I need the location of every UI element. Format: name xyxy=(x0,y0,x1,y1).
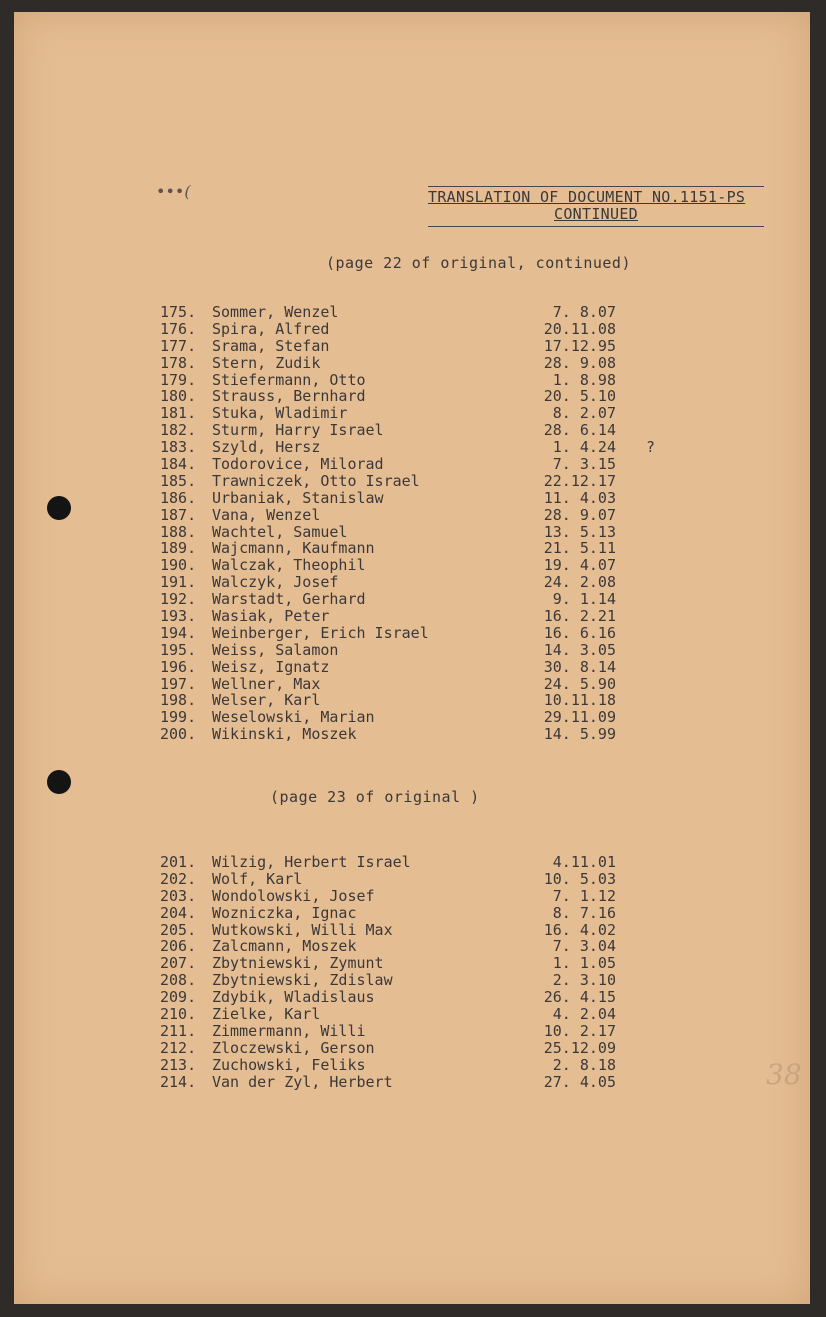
entry-date: 8. 7.16 xyxy=(552,903,616,922)
entry-name: Trawniczek, Otto Israel xyxy=(212,471,420,490)
entry-name: Weinberger, Erich Israel xyxy=(212,623,429,642)
entry-name: Wikinski, Moszek xyxy=(212,725,357,744)
entry-date: 24. 5.90 xyxy=(543,674,616,693)
entry-date: 16. 2.21 xyxy=(543,607,616,626)
entry-name: Zuchowski, Feliks xyxy=(212,1055,366,1074)
handwritten-page-number: 38 xyxy=(766,1058,802,1091)
entry-date: 7. 3.04 xyxy=(552,937,616,956)
entry-number: 177. xyxy=(160,336,197,355)
entry-number: 186. xyxy=(160,488,197,507)
entry-number: 208. xyxy=(160,971,197,990)
entry-name: Zimmermann, Willi xyxy=(212,1021,366,1040)
entry-number: 214. xyxy=(160,1072,197,1091)
entry-name: Wolf, Karl xyxy=(212,869,303,888)
entry-number: 213. xyxy=(160,1055,197,1074)
entry-number: 187. xyxy=(160,505,197,524)
entry-date: 20. 5.10 xyxy=(543,387,616,406)
entry-number: 199. xyxy=(160,708,197,727)
entry-name: Srama, Stefan xyxy=(212,336,330,355)
entry-number: 185. xyxy=(160,471,197,490)
entry-number: 175. xyxy=(160,303,197,321)
entry-number: 191. xyxy=(160,573,197,592)
entry-number: 200. xyxy=(160,725,197,744)
entry-name: Welser, Karl xyxy=(212,691,321,710)
entry-name: Wozniczka, Ignac xyxy=(212,903,357,922)
entry-date: 8. 2.07 xyxy=(552,404,616,423)
entry-name: Wellner, Max xyxy=(212,674,321,693)
entry-number: 207. xyxy=(160,954,197,973)
entry-date: 7. 1.12 xyxy=(552,886,616,905)
entry-number: 193. xyxy=(160,607,197,626)
entry-name: Wasiak, Peter xyxy=(212,607,330,626)
entry-date: 20.11.08 xyxy=(543,319,616,338)
punch-hole-bottom xyxy=(47,770,71,794)
entry-date: 16. 6.16 xyxy=(543,623,616,642)
entry-number: 203. xyxy=(160,886,197,905)
entry-number: 202. xyxy=(160,869,197,888)
entry-number: 209. xyxy=(160,988,197,1007)
entry-number: 179. xyxy=(160,370,197,389)
entry-number: 194. xyxy=(160,623,197,642)
document-title-line1: TRANSLATION OF DOCUMENT NO.1151-PS xyxy=(428,188,746,206)
entry-number: 204. xyxy=(160,903,197,922)
entry-name: Weiss, Salamon xyxy=(212,640,339,659)
entry-name: Spira, Alfred xyxy=(212,319,330,338)
entry-date: 7. 8.07 xyxy=(552,303,616,321)
entry-date: 28. 6.14 xyxy=(543,421,616,440)
entry-date: 13. 5.13 xyxy=(543,522,616,541)
entry-date: 29.11.09 xyxy=(543,708,616,727)
entry-date: 21. 5.11 xyxy=(543,539,616,558)
entry-name: Wachtel, Samuel xyxy=(212,522,348,541)
document-page xyxy=(14,12,810,1304)
entry-name: Sturm, Harry Israel xyxy=(212,421,384,440)
entry-date: 10. 5.03 xyxy=(543,869,616,888)
entry-number: 181. xyxy=(160,404,197,423)
entry-date: 16. 4.02 xyxy=(543,920,616,939)
entry-name: Zbytniewski, Zdislaw xyxy=(212,971,393,990)
entry-name: Todorovice, Milorad xyxy=(212,455,384,474)
entry-date: 7. 3.15 xyxy=(552,455,616,474)
entry-number: 212. xyxy=(160,1038,197,1057)
entry-name: Zbytniewski, Zymunt xyxy=(212,954,384,973)
entry-date: 11. 4.03 xyxy=(543,488,616,507)
entry-number: 184. xyxy=(160,455,197,474)
entry-name: Zdybik, Wladislaus xyxy=(212,988,375,1007)
document-title-line2: CONTINUED xyxy=(554,205,638,223)
entry-number: 211. xyxy=(160,1021,197,1040)
entry-name: Wutkowski, Willi Max xyxy=(212,920,393,939)
entry-number: 196. xyxy=(160,657,197,676)
entry-name: Urbaniak, Stanislaw xyxy=(212,488,384,507)
entry-date: 1. 8.98 xyxy=(552,370,616,389)
entry-name: Zielke, Karl xyxy=(212,1005,321,1024)
entry-name: Weisz, Ignatz xyxy=(212,657,330,676)
entry-name: Stiefermann, Otto xyxy=(212,370,366,389)
entry-date: 28. 9.07 xyxy=(543,505,616,524)
entry-number: 201. xyxy=(160,853,197,871)
entry-number: 190. xyxy=(160,556,197,575)
entry-name: Sommer, Wenzel xyxy=(212,303,339,321)
entry-number: 205. xyxy=(160,920,197,939)
entry-date: 1. 4.24 xyxy=(552,438,616,457)
entry-number: 206. xyxy=(160,937,197,956)
entry-date: 9. 1.14 xyxy=(552,590,616,609)
entry-number: 189. xyxy=(160,539,197,558)
entry-number: 195. xyxy=(160,640,197,659)
entry-date: 27. 4.05 xyxy=(543,1072,616,1091)
entry-date: 25.12.09 xyxy=(543,1038,616,1057)
entry-name: Strauss, Bernhard xyxy=(212,387,366,406)
entry-date: 26. 4.15 xyxy=(543,988,616,1007)
entry-number: 183. xyxy=(160,438,197,457)
document-title xyxy=(428,186,764,227)
entry-date: 2. 3.10 xyxy=(552,971,616,990)
entry-date: 2. 8.18 xyxy=(552,1055,616,1074)
entry-date: 10. 2.17 xyxy=(543,1021,616,1040)
punch-hole-top xyxy=(47,496,71,520)
entry-date: 19. 4.07 xyxy=(543,556,616,575)
entry-number: 182. xyxy=(160,421,197,440)
entry-date: 22.12.17 xyxy=(543,471,616,490)
entry-number: 197. xyxy=(160,674,197,693)
entry-name: Wondolowski, Josef xyxy=(212,886,375,905)
entry-number: 178. xyxy=(160,353,197,372)
entry-number: 198. xyxy=(160,691,197,710)
entry-name: Stuka, Wladimir xyxy=(212,404,348,423)
question-mark-annotation: ? xyxy=(646,438,656,457)
entry-name: Weselowski, Marian xyxy=(212,708,375,727)
entry-number: 192. xyxy=(160,590,197,609)
entry-date: 17.12.95 xyxy=(543,336,616,355)
entry-name: Zloczewski, Gerson xyxy=(212,1038,375,1057)
entry-name: Zalcmann, Moszek xyxy=(212,937,357,956)
entry-number: 210. xyxy=(160,1005,197,1024)
entry-number: 188. xyxy=(160,522,197,541)
entry-name: Wajcmann, Kaufmann xyxy=(212,539,375,558)
entry-date: 30. 8.14 xyxy=(543,657,616,676)
section2-page-note: (page 23 of original ) xyxy=(270,788,480,806)
entry-date: 28. 9.08 xyxy=(543,353,616,372)
entry-number: 176. xyxy=(160,319,197,338)
entry-date: 1. 1.05 xyxy=(552,954,616,973)
header-mark: •••( xyxy=(156,182,191,201)
entry-date: 10.11.18 xyxy=(543,691,616,710)
entry-date: 4. 2.04 xyxy=(552,1005,616,1024)
entry-date: 24. 2.08 xyxy=(543,573,616,592)
entry-date: 4.11.01 xyxy=(552,853,616,871)
entry-date: 14. 5.99 xyxy=(543,725,616,744)
entry-name: Stern, Zudik xyxy=(212,353,321,372)
entry-name: Warstadt, Gerhard xyxy=(212,590,366,609)
entry-name: Szyld, Hersz xyxy=(212,438,321,457)
entry-name: Van der Zyl, Herbert xyxy=(212,1072,393,1091)
entry-number: 180. xyxy=(160,387,197,406)
entry-name: Vana, Wenzel xyxy=(212,505,321,524)
entry-name: Walczak, Theophil xyxy=(212,556,366,575)
entry-name: Walczyk, Josef xyxy=(212,573,339,592)
entry-name: Wilzig, Herbert Israel xyxy=(212,853,411,871)
section1-page-note: (page 22 of original, continued) xyxy=(326,254,631,272)
entry-date: 14. 3.05 xyxy=(543,640,616,659)
